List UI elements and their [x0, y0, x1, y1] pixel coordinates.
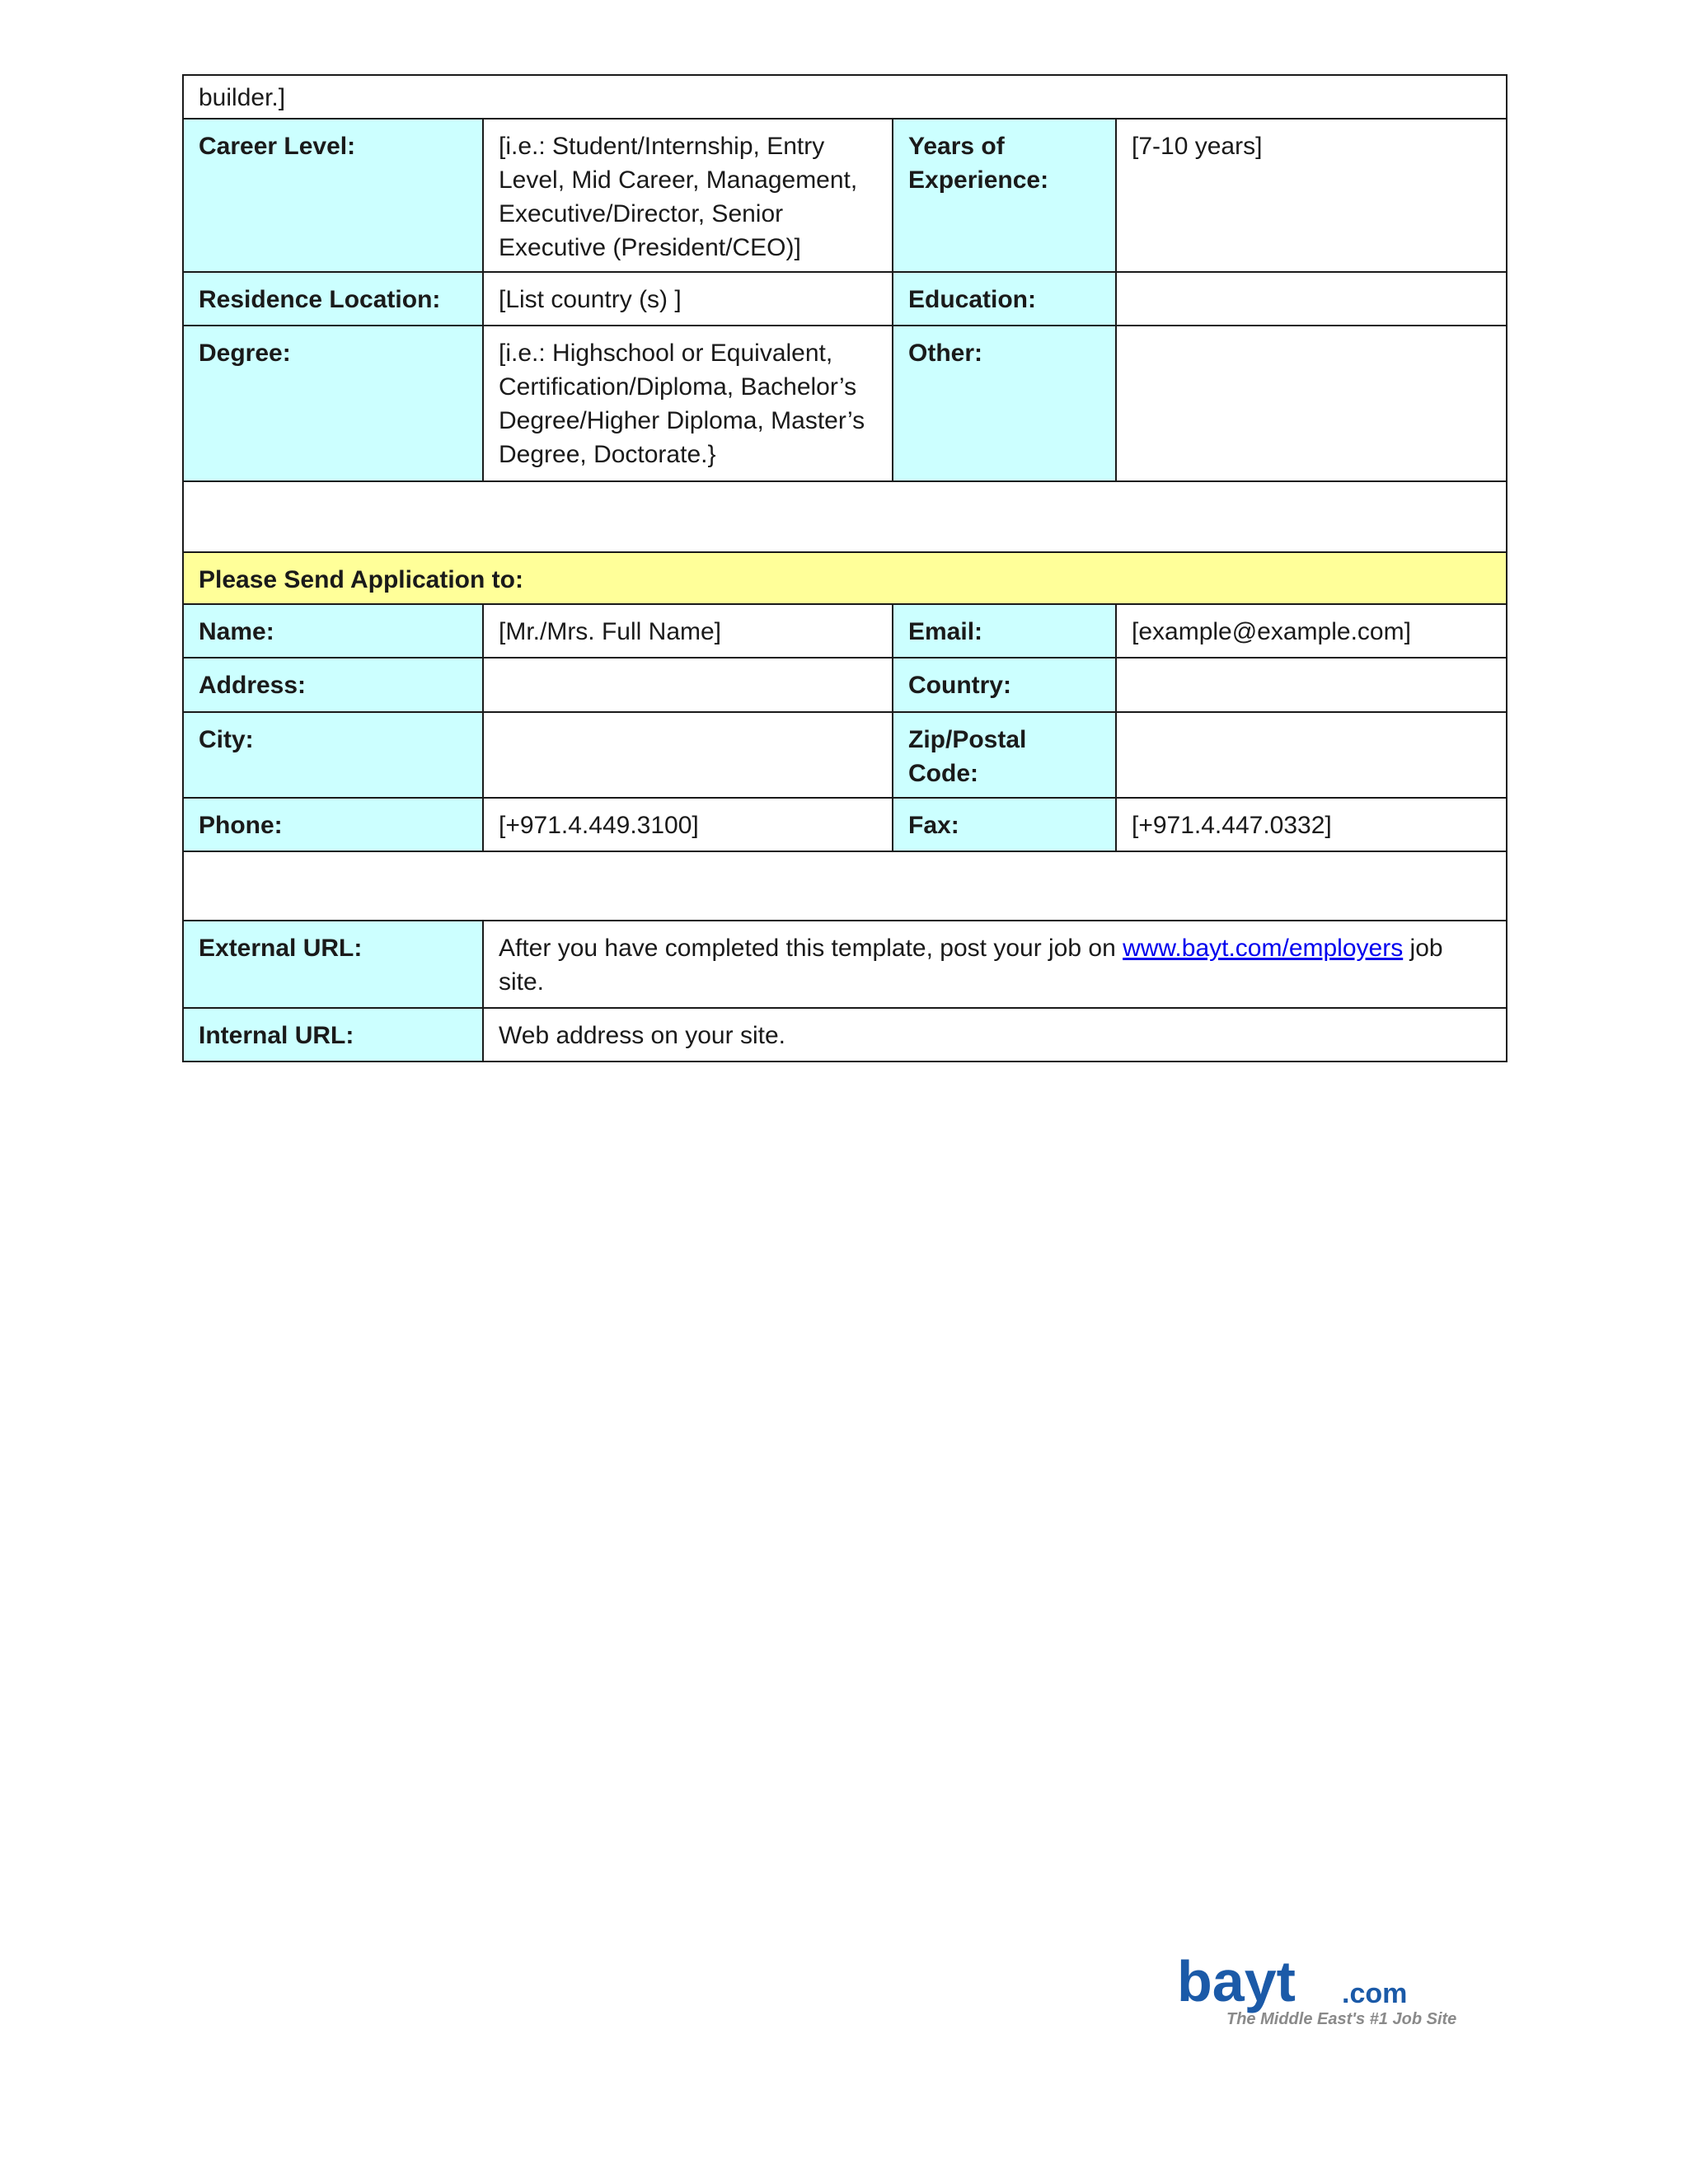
- degree-value[interactable]: [i.e.: Highschool or Equivalent, Certification/Diploma, Bachelor’s Degree/Higher Diploma, Master’s Degree, Doctorate.}: [483, 326, 893, 481]
- other-value[interactable]: [1116, 326, 1507, 481]
- years-experience-value[interactable]: [7-10 years]: [1116, 119, 1507, 272]
- logo-brand: bayt: [1177, 1955, 1296, 2013]
- other-label: Other:: [893, 326, 1116, 481]
- degree-label: Degree:: [183, 326, 483, 481]
- external-url-text: After you have completed this template, post your job on: [499, 935, 1123, 962]
- employers-link[interactable]: www.bayt.com/employers: [1123, 935, 1404, 962]
- application-header: Please Send Application to:: [183, 552, 1507, 604]
- residence-location-value[interactable]: [List country (s) ]: [483, 272, 893, 326]
- bayt-logo: [1177, 1955, 1498, 2029]
- country-label: Country:: [893, 658, 1116, 712]
- name-label: Name:: [183, 604, 483, 658]
- spacer-row: [183, 851, 1507, 921]
- residence-location-label: Residence Location:: [183, 272, 483, 326]
- spacer-row: [183, 481, 1507, 552]
- zip-value[interactable]: [1116, 712, 1507, 798]
- name-value[interactable]: [Mr./Mrs. Full Name]: [483, 604, 893, 658]
- fax-label: Fax:: [893, 798, 1116, 851]
- email-value[interactable]: [example@example.com]: [1116, 604, 1507, 658]
- phone-value[interactable]: [+971.4.449.3100]: [483, 798, 893, 851]
- phone-label: Phone:: [183, 798, 483, 851]
- country-value[interactable]: [1116, 658, 1507, 712]
- continued-text-cell: builder.]: [183, 75, 1507, 119]
- career-level-label: Career Level:: [183, 119, 483, 272]
- logo-suffix: .com: [1342, 1978, 1408, 2009]
- job-template-table: [182, 74, 1507, 1062]
- external-url-value: [483, 921, 1507, 1008]
- zip-label: Zip/Postal Code:: [893, 712, 1116, 798]
- logo-tagline: The Middle East's #1 Job Site: [1226, 2010, 1457, 2028]
- external-url-suffix: job site.: [499, 935, 1443, 996]
- career-level-value[interactable]: [i.e.: Student/Internship, Entry Level, Mid Career, Management, Executive/Director, Senior Executive (President/CEO)]: [483, 119, 893, 272]
- years-experience-label: Years of Experience:: [893, 119, 1116, 272]
- city-value[interactable]: [483, 712, 893, 798]
- address-value[interactable]: [483, 658, 893, 712]
- city-label: City:: [183, 712, 483, 798]
- fax-value[interactable]: [+971.4.447.0332]: [1116, 798, 1507, 851]
- education-label: Education:: [893, 272, 1116, 326]
- education-value[interactable]: [1116, 272, 1507, 326]
- internal-url-label: Internal URL:: [183, 1008, 483, 1062]
- email-label: Email:: [893, 604, 1116, 658]
- external-url-label: External URL:: [183, 921, 483, 1008]
- address-label: Address:: [183, 658, 483, 712]
- internal-url-value[interactable]: Web address on your site.: [483, 1008, 1507, 1062]
